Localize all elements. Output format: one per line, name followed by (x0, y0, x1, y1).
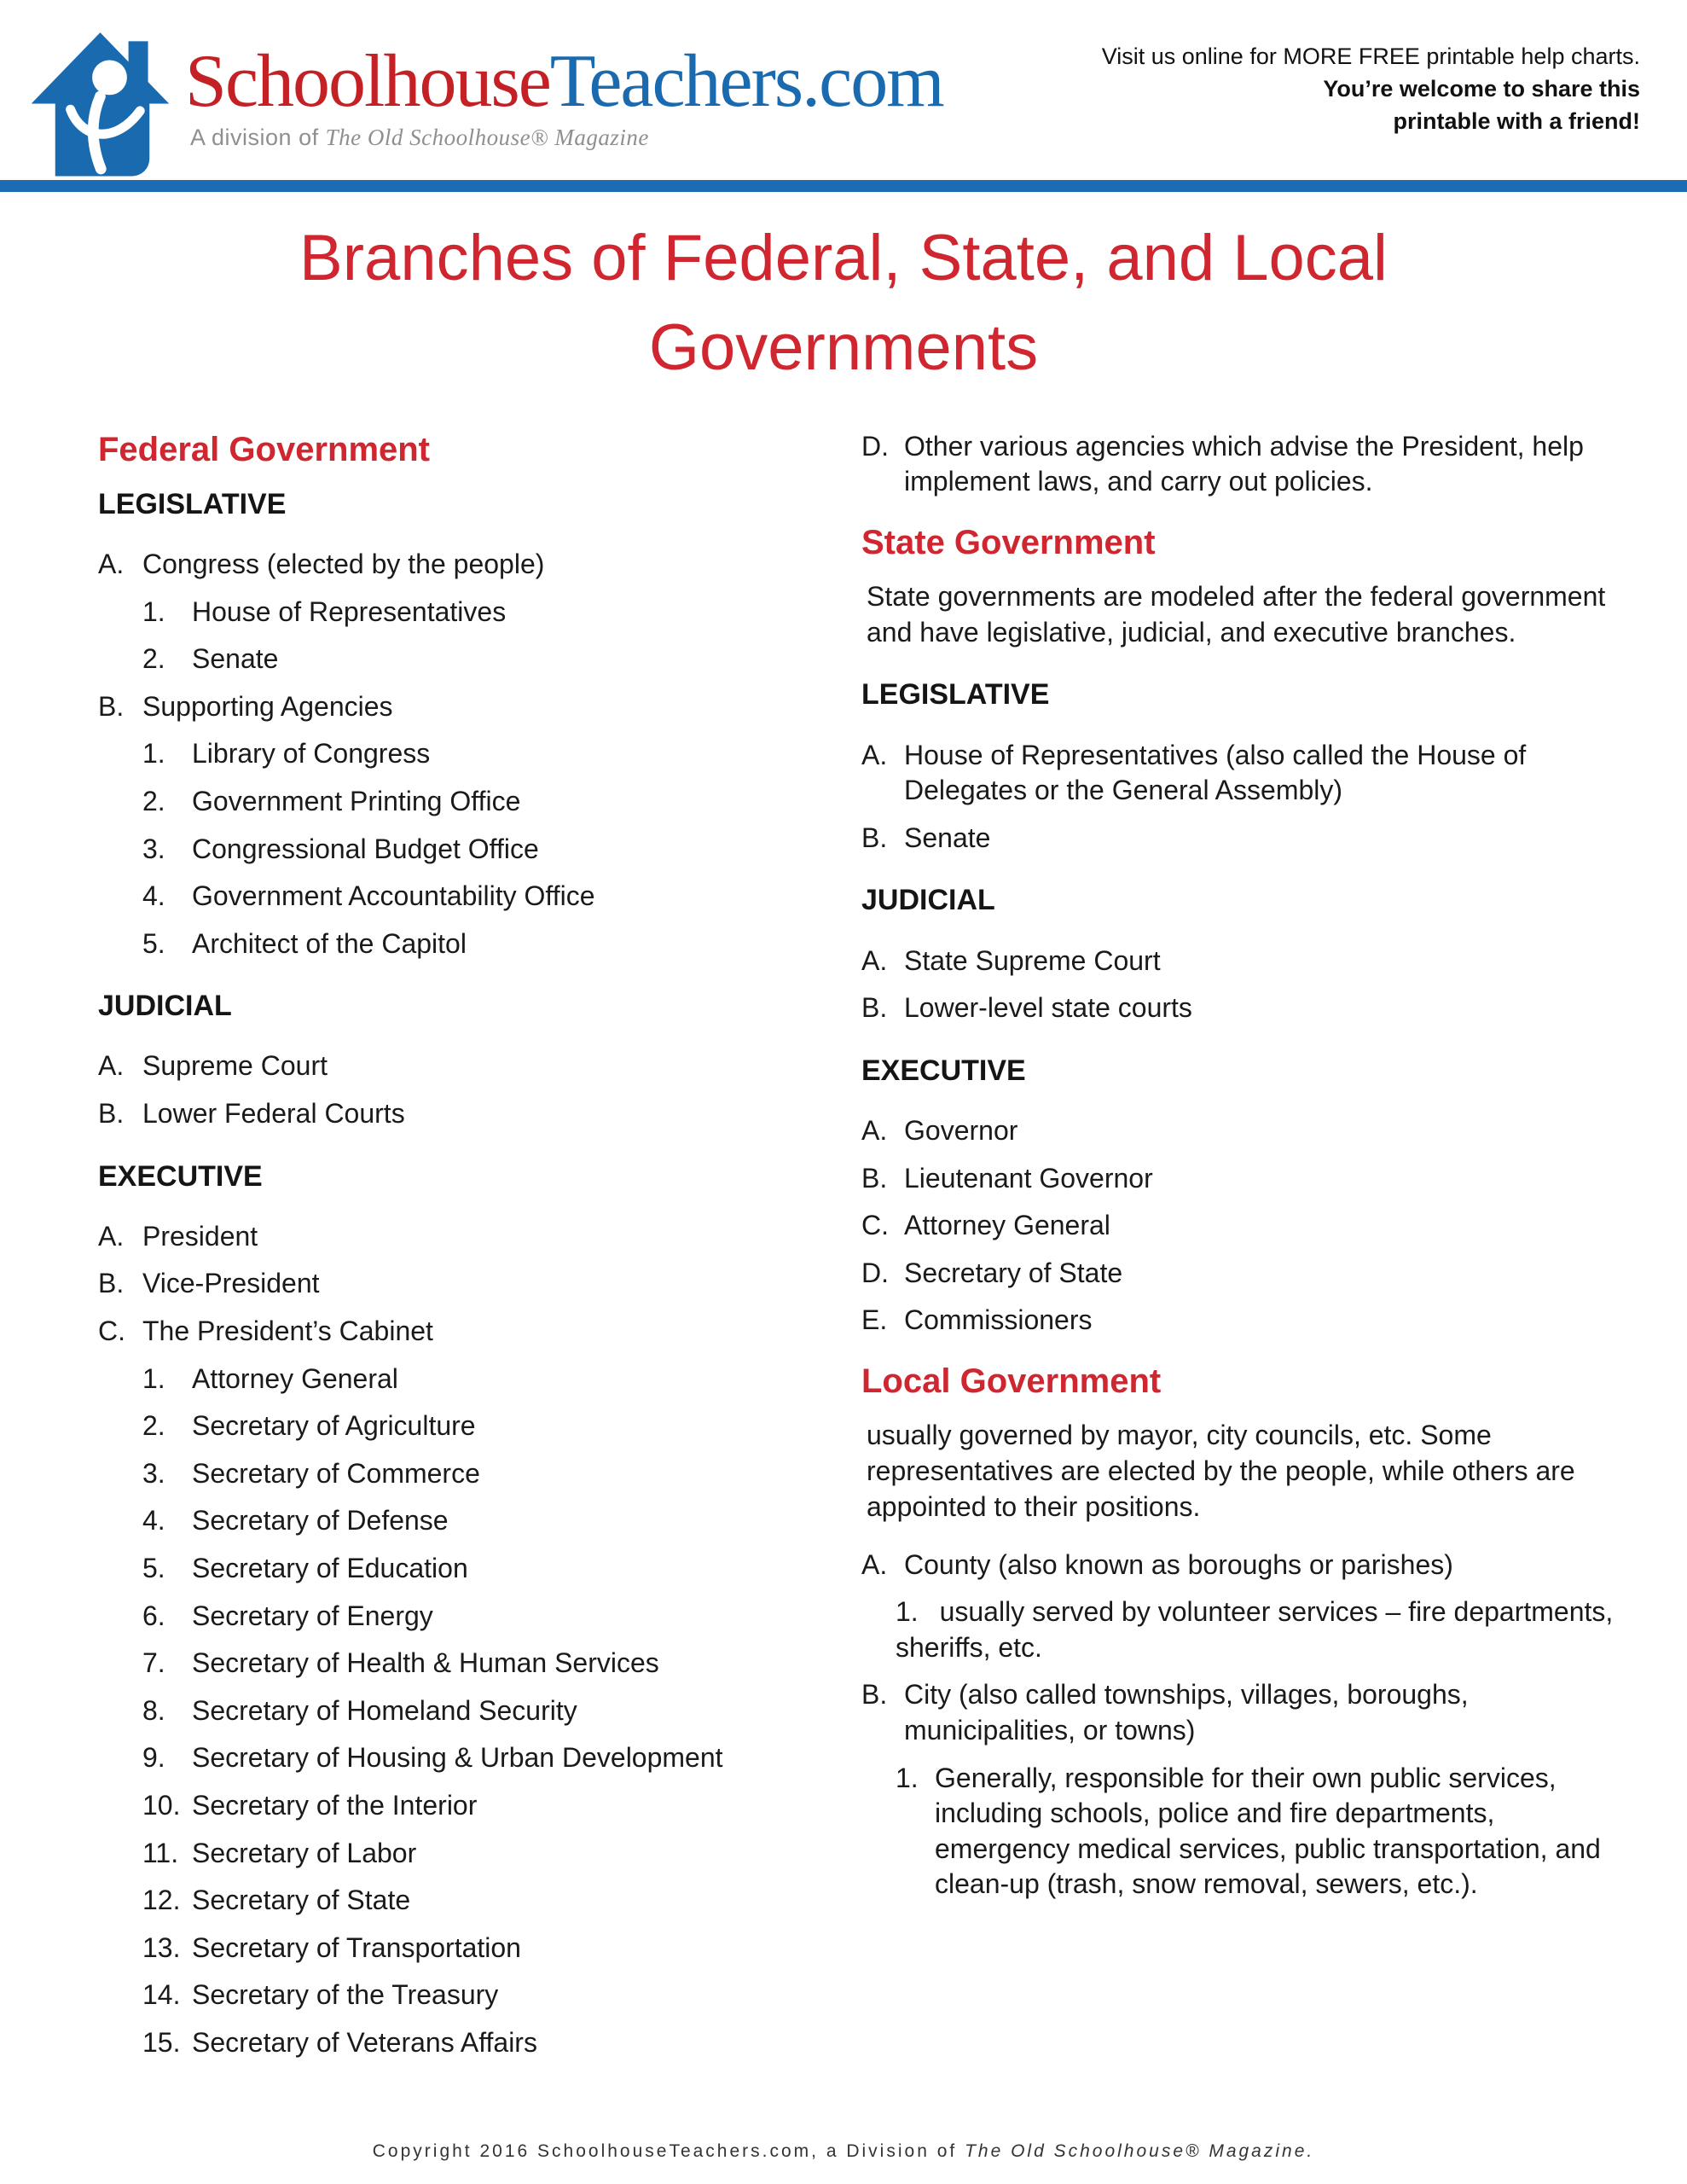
list-item-text: Supporting Agencies (142, 690, 393, 722)
list-item-text: City (also called townships, villages, boroughs, municipalities, or towns) (904, 1679, 1469, 1745)
list-item (98, 547, 789, 583)
brand-schoolhouse: Schoolhouse (185, 40, 550, 123)
tagline-magazine: The Old Schoolhouse® Magazine (325, 125, 649, 150)
section-title-executive: EXECUTIVE (861, 1054, 1026, 1087)
list-item-text: President (142, 1220, 258, 1252)
list-item (98, 1836, 789, 1872)
section-title-legislative: LEGISLATIVE (861, 678, 1050, 712)
list-item-marker: A. (861, 739, 888, 770)
list-item (98, 1740, 789, 1776)
list-item-text: House of Representatives (192, 595, 507, 627)
list-item-marker: A. (861, 1548, 888, 1580)
list-item-text: Attorney General (904, 1210, 1110, 1241)
section-title-judicial: JUDICIAL (98, 990, 232, 1023)
list-item (98, 1362, 789, 1397)
list-item-marker: 1. (896, 1762, 919, 1793)
list-item-marker: 5. (142, 927, 165, 959)
list-item-text: Secretary of Health & Human Services (192, 1647, 659, 1679)
list-item-text: Secretary of Housing & Urban Development (192, 1742, 723, 1774)
list-item-marker: 13. (142, 1931, 181, 1963)
list-item-text: usually served by volunteer services – fire departments, sheriffs, etc. (896, 1596, 1614, 1663)
page-title-line1: Branches of Federal, State, and Local (299, 222, 1388, 294)
outline-list (861, 944, 1636, 1026)
state-local-column (861, 429, 1636, 2073)
list-item-marker: B. (861, 992, 888, 1024)
content-columns (0, 429, 1687, 2073)
list-item-text: Library of Congress (192, 738, 431, 770)
list-item-text: Government Accountability Office (192, 880, 595, 912)
local-government-heading: Local Government (861, 1362, 1162, 1400)
list-item-text: Lower Federal Courts (142, 1098, 405, 1130)
list-item-marker: 2. (142, 1410, 165, 1442)
list-item-marker: 8. (142, 1694, 165, 1726)
list-item (861, 1761, 1636, 1902)
copyright-footer (0, 2141, 1687, 2162)
list-item (98, 1048, 789, 1084)
federal-government-column (98, 429, 789, 2073)
list-item-text: Secretary of the Interior (192, 1789, 478, 1821)
list-item (98, 736, 789, 772)
list-item-text: The President’s Cabinet (142, 1316, 433, 1347)
outline-list (98, 547, 789, 961)
list-item (861, 738, 1636, 809)
list-item (98, 1599, 789, 1635)
list-item-marker: 10. (142, 1789, 181, 1821)
list-item (98, 1883, 789, 1919)
list-item-text: Generally, responsible for their own public services, including schools, police and fire departments, emergency medical services, public transportation, and clean-up (trash, snow removal, sewers, etc.). (935, 1762, 1601, 1900)
list-item-marker: 6. (142, 1600, 165, 1631)
list-item (861, 1161, 1636, 1197)
list-item-text: Supreme Court (142, 1050, 328, 1082)
promo-line1: Visit us online for MORE FREE printable help charts. (1101, 44, 1640, 69)
page-header (0, 0, 1687, 180)
list-item-text: Commissioners (904, 1304, 1093, 1336)
state-government-intro: State governments are modeled after the federal government and have legislative, judicial, and executive branches. (867, 580, 1606, 648)
list-item-marker: 3. (142, 833, 165, 864)
page-title (0, 214, 1687, 393)
list-item-marker: B. (861, 822, 888, 853)
list-item (98, 1931, 789, 1966)
list-item-marker: 12. (142, 1885, 181, 1916)
promo-line3: printable with a friend! (1393, 107, 1640, 134)
section-title-legislative: LEGISLATIVE (98, 487, 287, 520)
list-item-marker: B. (98, 690, 125, 722)
schoolhouseteachers-logo (30, 29, 943, 187)
list-item-text: Vice-President (142, 1268, 320, 1299)
list-item-text: Secretary of Education (192, 1553, 468, 1583)
state-government-heading: State Government (861, 523, 1156, 561)
list-item-marker: B. (861, 1162, 888, 1194)
copyright-magazine: The Old Schoolhouse® Magazine. (965, 2141, 1315, 2161)
list-item (98, 1788, 789, 1824)
list-item-marker: A. (98, 548, 125, 579)
list-item-marker: 2. (142, 643, 165, 675)
list-item-text: Secretary of Transportation (192, 1931, 521, 1963)
list-item-text: Secretary of Labor (192, 1837, 417, 1868)
list-item (861, 1303, 1636, 1339)
list-item (98, 1266, 789, 1302)
list-item (861, 821, 1636, 857)
list-item-marker: C. (861, 1210, 889, 1241)
list-item-marker: B. (98, 1098, 125, 1130)
outline-list (98, 1048, 789, 1131)
list-item (861, 1548, 1636, 1583)
list-item (861, 1256, 1636, 1292)
list-item-text: Secretary of the Treasury (192, 1979, 499, 2011)
schoolhouse-figure-icon (30, 29, 175, 187)
list-item (98, 1456, 789, 1492)
list-item-marker: 4. (142, 880, 165, 912)
list-item-marker: 15. (142, 2026, 181, 2058)
list-item-text: Secretary of Energy (192, 1600, 433, 1631)
list-item-marker: 7. (142, 1647, 165, 1679)
state-legislative-section (861, 676, 1636, 856)
list-item-marker: 9. (142, 1742, 165, 1774)
list-item (861, 944, 1636, 979)
list-item (98, 1551, 789, 1587)
list-item-text: Senate (904, 822, 991, 853)
executive-continued-item (861, 429, 1636, 500)
list-item (98, 879, 789, 915)
list-item-marker: A. (861, 944, 888, 976)
list-item-marker: C. (98, 1316, 125, 1347)
list-item (98, 1978, 789, 2013)
state-judicial-section (861, 881, 1636, 1025)
list-item (98, 2025, 789, 2061)
list-item-marker: 1. (142, 738, 165, 770)
list-item-marker: A. (861, 1114, 888, 1146)
list-item-text: Secretary of Agriculture (192, 1410, 476, 1442)
list-item (98, 784, 789, 820)
list-item-marker: 3. (142, 1457, 165, 1489)
list-item (98, 1409, 789, 1444)
tagline-prefix: A division of (190, 125, 326, 150)
list-item-text: County (also known as boroughs or parishes) (904, 1548, 1453, 1580)
list-item-text: Secretary of State (192, 1885, 411, 1916)
list-item-text: House of Representatives (also called the House of Delegates or the General Assembly) (904, 739, 1527, 806)
list-item-marker: 1. (142, 1362, 165, 1394)
state-executive-section (861, 1052, 1636, 1339)
list-item-marker: A. (98, 1050, 125, 1082)
list-item-text: Senate (192, 643, 279, 675)
list-item-text: Secretary of Commerce (192, 1457, 480, 1489)
list-item-marker: B. (98, 1268, 125, 1299)
section-title-executive: EXECUTIVE (98, 1159, 263, 1193)
federal-judicial-section (98, 987, 789, 1131)
promo-text (1102, 29, 1640, 137)
list-item-marker: 11. (142, 1837, 179, 1868)
list-item (861, 1677, 1636, 1748)
list-item-marker: D. (861, 1257, 889, 1288)
federal-legislative-section (98, 485, 789, 962)
list-item (98, 1693, 789, 1729)
promo-line2: You’re welcome to share this (1323, 75, 1640, 102)
list-item-text: Congressional Budget Office (192, 833, 539, 864)
page-title-line2: Governments (648, 311, 1039, 384)
list-item-marker: A. (98, 1220, 125, 1252)
brand-wordmark (185, 40, 943, 123)
list-item-marker: 5. (142, 1553, 165, 1583)
list-item-marker: 4. (142, 1505, 165, 1536)
list-item-text: Secretary of Homeland Security (192, 1694, 577, 1726)
list-item-text: Congress (elected by the people) (142, 548, 545, 579)
outline-list (861, 1113, 1636, 1339)
list-item (98, 832, 789, 868)
list-item-marker: 2. (142, 785, 165, 816)
list-item (98, 1503, 789, 1539)
list-item (861, 1113, 1636, 1149)
logo-tagline (190, 125, 943, 151)
list-item-text: Secretary of Veterans Affairs (192, 2026, 537, 2058)
list-item-marker: D. (861, 430, 889, 462)
list-item (861, 1208, 1636, 1244)
list-item (98, 1314, 789, 1350)
list-item-text: State Supreme Court (904, 944, 1161, 976)
list-item-text: Other various agencies which advise the President, help implement laws, and carry out policies. (904, 430, 1584, 497)
list-item-text: Lieutenant Governor (904, 1162, 1153, 1194)
list-item-text: Secretary of Defense (192, 1505, 449, 1536)
list-item-marker: E. (861, 1304, 888, 1336)
list-item (98, 1096, 789, 1132)
outline-list (98, 1219, 789, 2061)
list-item (98, 642, 789, 677)
list-item-text: Lower-level state courts (904, 992, 1192, 1024)
list-item-text: Attorney General (192, 1362, 398, 1394)
list-item (98, 595, 789, 630)
outline-list (861, 738, 1636, 857)
federal-government-heading: Federal Government (98, 430, 431, 468)
brand-teachers: Teachers.com (549, 40, 943, 123)
section-title-judicial: JUDICIAL (861, 884, 995, 917)
federal-executive-section (98, 1158, 789, 2061)
local-government-intro: usually governed by mayor, city councils, etc. Some representatives are elected by the people, while others are appointed to their positions. (867, 1419, 1575, 1523)
list-item-text: Secretary of State (904, 1257, 1123, 1288)
list-item-marker: 1. (896, 1596, 919, 1628)
list-item-text: Architect of the Capitol (192, 927, 467, 959)
list-item-text: Governor (904, 1114, 1018, 1146)
list-item (861, 990, 1636, 1026)
list-item-marker: 1. (142, 595, 165, 627)
list-item (98, 689, 789, 725)
list-item (861, 1594, 1636, 1665)
copyright-text: Copyright 2016 SchoolhouseTeachers.com, a Division of (372, 2141, 965, 2161)
list-item (98, 926, 789, 962)
list-item-marker: 14. (142, 1979, 181, 2011)
list-item (98, 1646, 789, 1682)
local-outline-list (861, 1548, 1636, 1902)
logo-text (185, 40, 943, 151)
list-item-text: Government Printing Office (192, 785, 521, 816)
list-item-marker: B. (861, 1679, 888, 1711)
list-item (98, 1219, 789, 1255)
